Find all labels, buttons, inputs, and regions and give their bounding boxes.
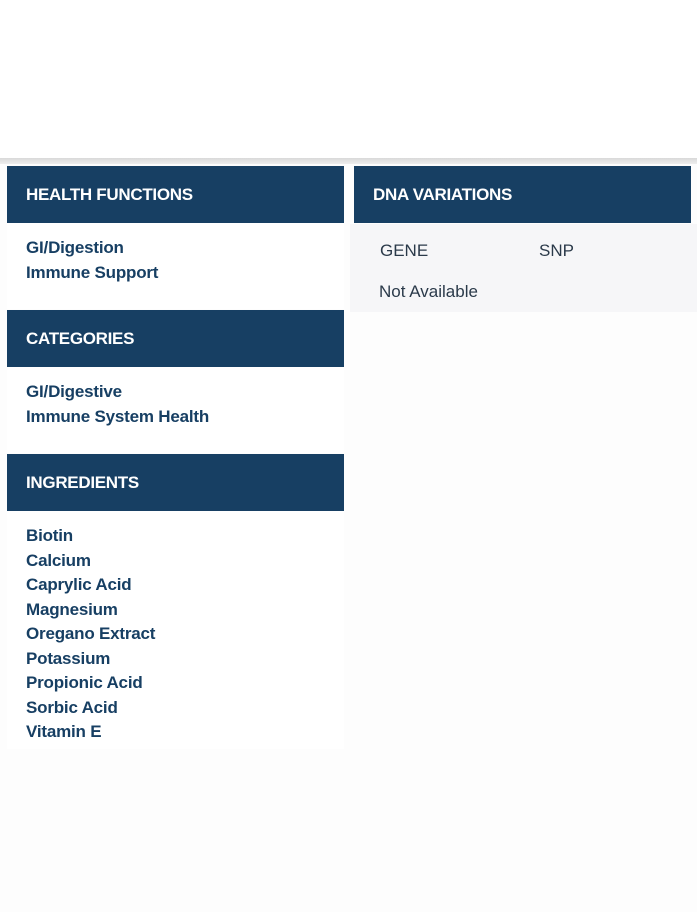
category-item[interactable]: GI/Digestive bbox=[26, 382, 122, 401]
snp-column-header: SNP bbox=[539, 241, 574, 260]
health-function-item[interactable]: GI/Digestion bbox=[26, 238, 124, 257]
health-functions-list bbox=[7, 223, 344, 309]
ingredient-item[interactable]: Magnesium bbox=[26, 600, 118, 619]
top-divider bbox=[0, 158, 697, 164]
health-functions-header: HEALTH FUNCTIONS bbox=[7, 166, 344, 223]
dna-variations-header: DNA VARIATIONS bbox=[354, 166, 691, 223]
ingredient-item[interactable]: Sorbic Acid bbox=[26, 698, 118, 717]
not-available-text: Not Available bbox=[379, 282, 478, 301]
ingredient-item[interactable]: Calcium bbox=[26, 551, 91, 570]
dna-variations-table bbox=[350, 224, 697, 312]
category-item[interactable]: Immune System Health bbox=[26, 407, 210, 426]
ingredient-item[interactable]: Caprylic Acid bbox=[26, 575, 132, 594]
ingredient-item[interactable]: Biotin bbox=[26, 526, 73, 545]
ingredient-item[interactable]: Oregano Extract bbox=[26, 624, 156, 643]
ingredient-item[interactable]: Propionic Acid bbox=[26, 673, 143, 692]
ingredient-item[interactable]: Vitamin E bbox=[26, 722, 102, 741]
ingredient-item[interactable]: Potassium bbox=[26, 649, 111, 668]
categories-list bbox=[7, 367, 344, 453]
ingredients-list bbox=[7, 511, 344, 749]
categories-header: CATEGORIES bbox=[7, 310, 344, 367]
top-blank-area bbox=[0, 0, 697, 158]
ingredients-header: INGREDIENTS bbox=[7, 454, 344, 511]
health-function-item[interactable]: Immune Support bbox=[26, 263, 159, 282]
gene-column-header: GENE bbox=[380, 241, 429, 260]
